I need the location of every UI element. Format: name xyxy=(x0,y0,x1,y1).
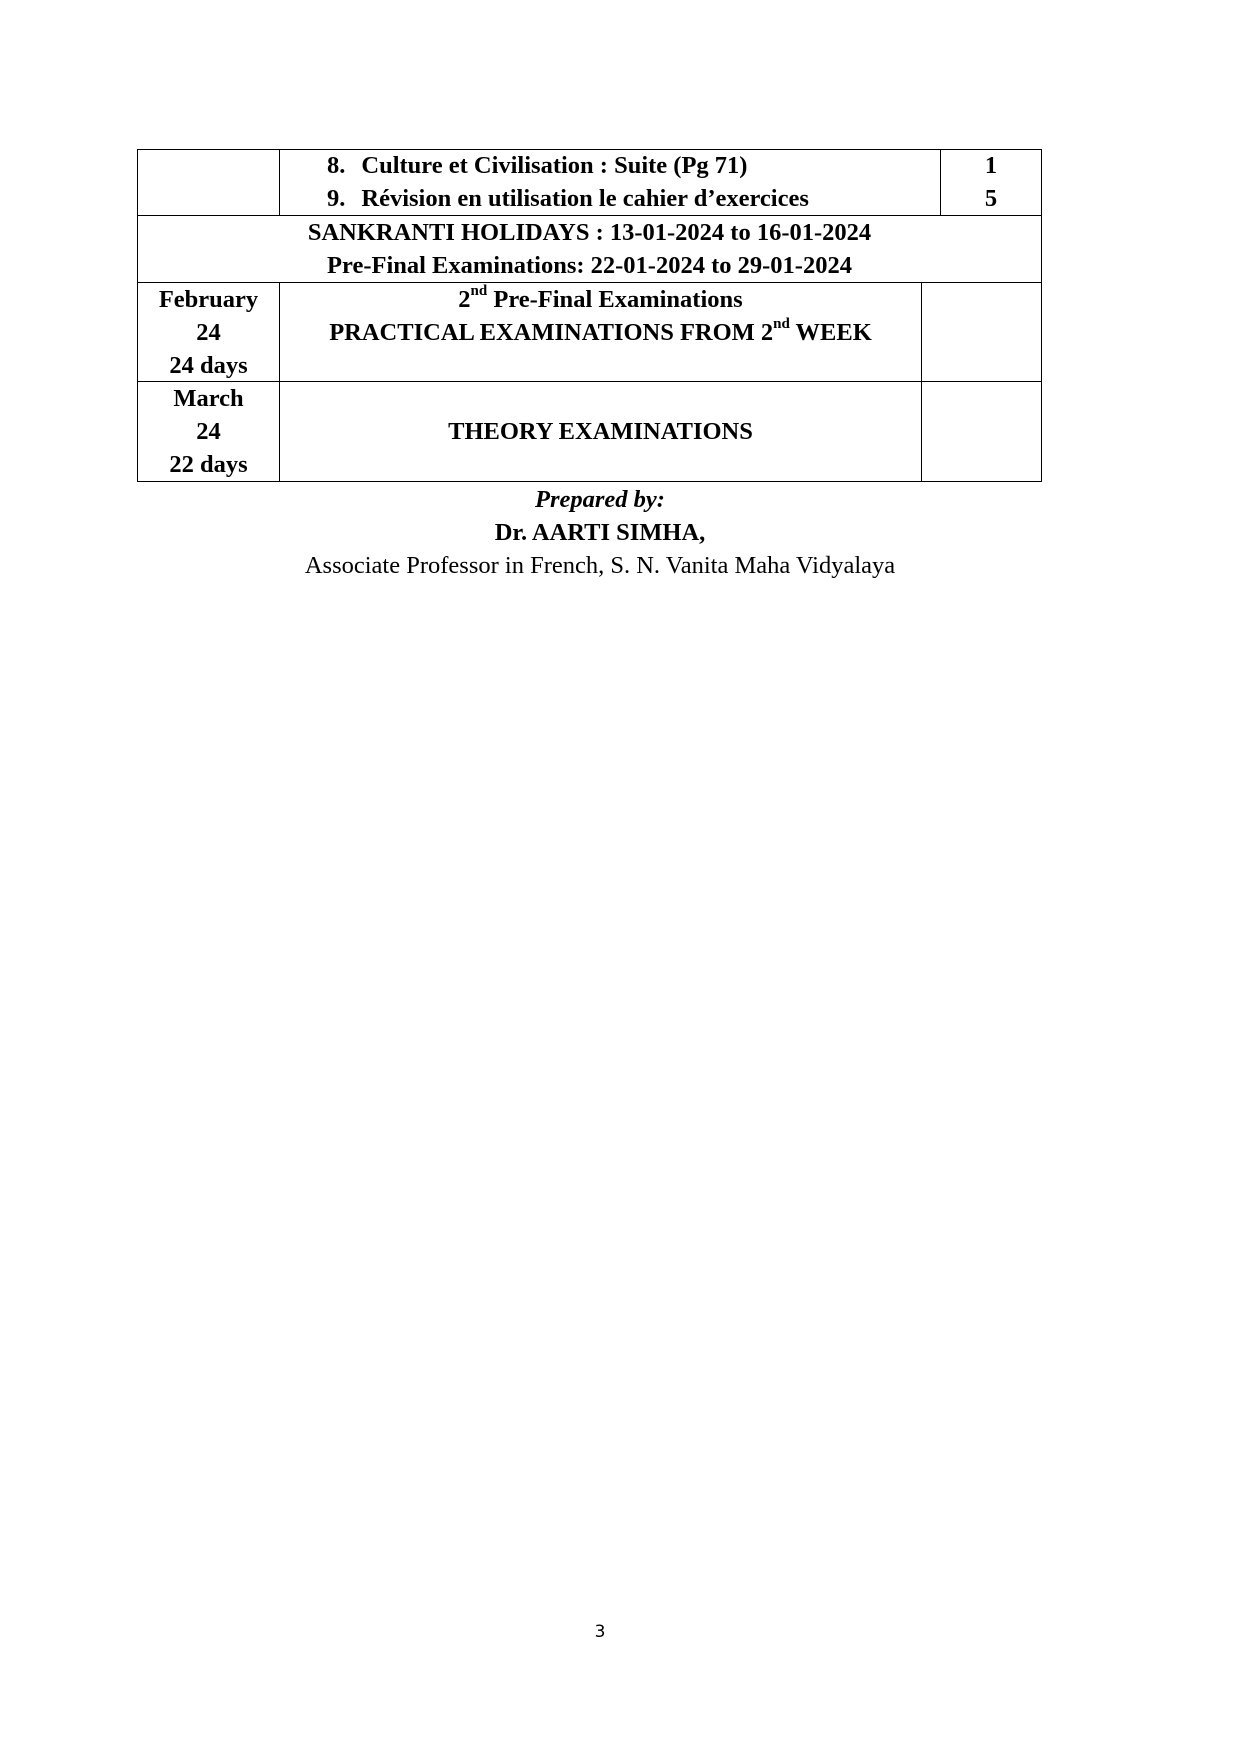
table-border-bottom xyxy=(137,481,1042,482)
topic-item-8 xyxy=(327,149,747,182)
topic-number: 9. xyxy=(327,185,346,212)
table-border-right xyxy=(1041,149,1042,482)
month-year: 24 xyxy=(196,418,221,445)
month-days: 24 days xyxy=(169,352,248,379)
month-label: February xyxy=(158,286,259,313)
topic-text: Révision en utilisation le cahier d’exercices xyxy=(361,185,809,212)
page-number: 3 xyxy=(594,1622,606,1642)
month-year: 24 xyxy=(196,319,221,346)
hours-value: 1 xyxy=(984,152,998,179)
prepared-by-label: Prepared by: xyxy=(535,486,665,513)
month-days: 22 days xyxy=(169,451,248,478)
second-pre-final-line: 2nd Pre-Final Examinations xyxy=(458,282,743,313)
practical-exams-line: PRACTICAL EXAMINATIONS FROM 2nd WEEK xyxy=(329,315,872,346)
table-col-divider xyxy=(279,149,280,216)
topic-item-9 xyxy=(327,182,809,215)
month-label: March xyxy=(173,385,244,412)
hours-value: 5 xyxy=(984,185,998,212)
pre-final-line: Pre-Final Examinations: 22-01-2024 to 29-01-2024 xyxy=(327,252,852,279)
topic-number: 8. xyxy=(327,152,346,179)
author-name: Dr. AARTI SIMHA, xyxy=(494,519,706,546)
table-col-divider xyxy=(921,282,922,482)
holiday-line: SANKRANTI HOLIDAYS : 13-01-2024 to 16-01-2024 xyxy=(307,219,872,246)
theory-exams-text: THEORY EXAMINATIONS xyxy=(448,418,753,445)
topic-text: Culture et Civilisation : Suite (Pg 71) xyxy=(361,152,748,179)
author-designation: Associate Professor in French, S. N. Vanita Maha Vidyalaya xyxy=(304,552,896,579)
